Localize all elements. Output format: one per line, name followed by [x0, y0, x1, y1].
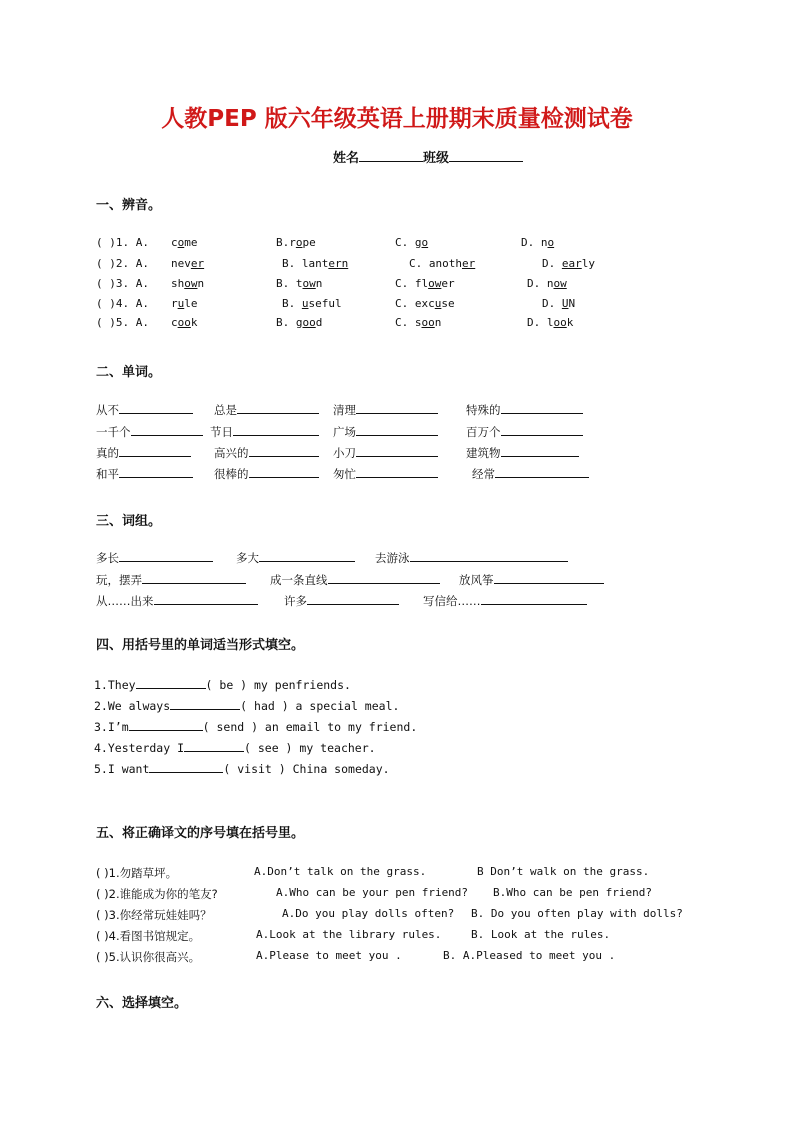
option-d[interactable]	[542, 257, 595, 270]
answer-blank[interactable]	[249, 445, 319, 457]
word-item[interactable]	[333, 424, 438, 440]
option-text: C. anoth	[409, 257, 462, 270]
class-blank[interactable]	[449, 149, 523, 162]
underlined-letters: o	[295, 236, 303, 249]
answer-blank[interactable]	[119, 402, 193, 414]
option-d[interactable]	[527, 277, 567, 290]
option-text: k	[566, 316, 574, 329]
fill-question	[94, 677, 351, 692]
translate-row	[0, 886, 794, 904]
answer-blank[interactable]	[170, 698, 240, 710]
word-label: 特殊的	[466, 403, 501, 417]
answer-blank[interactable]	[237, 402, 319, 414]
answer-blank[interactable]	[481, 593, 587, 605]
underlined-letters: oo	[553, 316, 567, 329]
phrase-label: 写信给……	[423, 594, 481, 608]
underlined-letters: oo	[177, 316, 191, 329]
phrase-label: 许多	[284, 594, 307, 608]
underlined-letters: er	[190, 257, 205, 270]
underlined-letters: ow	[184, 277, 198, 290]
option-b[interactable]	[276, 236, 316, 249]
option-text: D.	[542, 297, 562, 310]
underlined-letters: o	[421, 236, 429, 249]
phonics-row	[0, 316, 794, 334]
option-text: k	[190, 316, 198, 329]
option-text: er	[441, 277, 455, 290]
phonics-row	[0, 277, 794, 295]
answer-blank[interactable]	[495, 466, 589, 478]
option-text: N	[568, 297, 576, 310]
answer-blank[interactable]	[410, 550, 568, 562]
section-3-heading: 三、词组。	[96, 514, 162, 529]
phrase-label: 玩，摆弄	[96, 573, 142, 587]
underlined-letters: ern	[328, 257, 349, 270]
question-text: ( be ) my penfriends.	[205, 678, 351, 692]
underlined-letters: u	[434, 297, 442, 310]
option-text: B. lant	[282, 257, 329, 270]
answer-blank[interactable]	[356, 424, 438, 436]
word-item[interactable]	[333, 402, 438, 418]
word-label: 很棒的	[214, 467, 249, 481]
option-a[interactable]: A.Please to meet you .	[256, 949, 402, 962]
option-b[interactable]	[282, 257, 348, 270]
word-item[interactable]	[96, 402, 193, 418]
answer-blank[interactable]	[501, 402, 583, 414]
answer-blank[interactable]	[494, 572, 604, 584]
phrase-label: 多大	[236, 551, 259, 565]
question-number: ( )2. A.	[96, 257, 149, 270]
phrase-item[interactable]	[96, 593, 258, 609]
fill-question	[94, 698, 399, 713]
chinese-sentence: ( )2.谁能成为你的笔友?	[96, 887, 218, 901]
word-label: 一千个	[96, 425, 131, 439]
answer-blank[interactable]	[249, 466, 319, 478]
option-text: sh	[171, 277, 185, 290]
answer-blank[interactable]	[356, 445, 438, 457]
answer-blank[interactable]	[154, 593, 258, 605]
phrase-label: 成一条直线	[270, 573, 328, 587]
option-c[interactable]	[409, 257, 475, 270]
word-item[interactable]	[96, 466, 193, 482]
answer-blank[interactable]	[119, 550, 213, 562]
word-label: 清理	[333, 403, 356, 417]
option-a[interactable]: A.Who can be your pen friend?	[276, 886, 469, 899]
answer-blank[interactable]	[149, 761, 223, 773]
underlined-letters: o	[547, 236, 555, 249]
phrase-item[interactable]	[96, 550, 213, 566]
option-text: C. g	[395, 236, 422, 249]
option-text: n	[197, 277, 205, 290]
word-label: 经常	[472, 467, 495, 481]
chinese-sentence: ( )3.你经常玩娃娃吗？	[96, 908, 212, 922]
question-number: ( )5. A.	[96, 316, 149, 329]
section-1-heading: 一、辨音。	[96, 198, 162, 213]
phrase-item[interactable]	[284, 593, 399, 609]
section-6-heading: 六、选择填空。	[96, 996, 188, 1011]
word-label: 小刀	[333, 446, 356, 460]
underlined-letters: oo	[302, 316, 316, 329]
option-text: B. t	[276, 277, 303, 290]
option-text: n	[315, 277, 323, 290]
word-item[interactable]	[466, 424, 583, 440]
underlined-letters: ow	[553, 277, 567, 290]
word-label: 总是	[214, 403, 237, 417]
answer-blank[interactable]	[119, 466, 193, 478]
word-item[interactable]	[214, 466, 319, 482]
option-text: D. n	[527, 277, 554, 290]
option-a[interactable]: A.Look at the library rules.	[256, 928, 442, 941]
option-b[interactable]: B.Who can be pen friend?	[493, 886, 652, 899]
answer-blank[interactable]	[184, 740, 244, 752]
option-b[interactable]	[276, 316, 322, 329]
option-b[interactable]	[282, 297, 342, 310]
word-item[interactable]	[333, 466, 438, 482]
option-text: c	[171, 316, 178, 329]
option-text: C. fl	[395, 277, 429, 290]
word-label: 和平	[96, 467, 119, 481]
question-number: ( )3. A.	[96, 277, 149, 290]
word-item[interactable]	[472, 466, 589, 482]
option-text: B.	[282, 297, 302, 310]
phrase-label: 放风筝	[459, 573, 494, 587]
question-text: ( see ) my teacher.	[244, 741, 376, 755]
option-text: D. n	[521, 236, 548, 249]
word-label: 节日	[210, 425, 233, 439]
translate-row	[0, 949, 794, 967]
word-item[interactable]	[96, 445, 191, 461]
option-text: pe	[302, 236, 316, 249]
translate-row	[0, 865, 794, 883]
answer-blank[interactable]	[328, 572, 440, 584]
option-d[interactable]	[527, 316, 573, 329]
fill-question	[94, 719, 417, 734]
option-text: D. l	[527, 316, 554, 329]
option-text: me	[184, 236, 198, 249]
option-b[interactable]: B. A.Pleased to meet you .	[443, 949, 616, 962]
question-text: ( had ) a special meal.	[240, 699, 400, 713]
answer-blank[interactable]	[136, 677, 206, 689]
option-text: se	[441, 297, 455, 310]
option-text: n	[434, 316, 442, 329]
option-a[interactable]	[171, 257, 204, 270]
underlined-letters: o	[177, 236, 185, 249]
phonics-row	[0, 257, 794, 275]
phrase-item[interactable]	[375, 550, 568, 566]
word-item[interactable]	[214, 445, 319, 461]
underlined-letters: ear	[561, 257, 582, 270]
answer-blank[interactable]	[131, 424, 203, 436]
option-c[interactable]	[395, 236, 428, 249]
word-item[interactable]	[214, 402, 319, 418]
fill-question	[94, 740, 376, 755]
word-label: 广场	[333, 425, 356, 439]
option-b[interactable]: B. Do you often play with dolls?	[471, 907, 683, 920]
option-c[interactable]	[395, 297, 455, 310]
question-text: 1.They	[94, 678, 136, 692]
question-text: 3.I’m	[94, 720, 129, 734]
option-c[interactable]	[395, 277, 455, 290]
option-a[interactable]	[171, 236, 198, 249]
option-text: C. s	[395, 316, 422, 329]
option-a[interactable]	[171, 277, 204, 290]
phonics-row	[0, 297, 794, 315]
phrase-label: 多长	[96, 551, 119, 565]
answer-blank[interactable]	[501, 424, 583, 436]
option-text: D.	[542, 257, 562, 270]
word-label: 百万个	[466, 425, 501, 439]
option-b[interactable]: B Don’t walk on the grass.	[477, 865, 650, 878]
answer-blank[interactable]	[233, 424, 319, 436]
option-c[interactable]	[395, 316, 441, 329]
option-a[interactable]: A.Don’t talk on the grass.	[254, 865, 427, 878]
option-d[interactable]	[542, 297, 575, 310]
option-text: le	[184, 297, 198, 310]
phrase-label: 去游泳	[375, 551, 410, 565]
phrase-item[interactable]	[270, 572, 440, 588]
word-label: 从不	[96, 403, 119, 417]
option-text: d	[315, 316, 323, 329]
word-item[interactable]	[96, 424, 203, 440]
answer-blank[interactable]	[356, 466, 438, 478]
answer-blank[interactable]	[501, 445, 579, 457]
name-class-line	[333, 147, 523, 166]
underlined-letters: er	[461, 257, 476, 270]
option-text: B.r	[276, 236, 296, 249]
section-5-heading: 五、将正确译文的序号填在括号里。	[96, 826, 305, 841]
section-2-heading: 二、单词。	[96, 365, 162, 380]
answer-blank[interactable]	[307, 593, 399, 605]
underlined-letters: ow	[428, 277, 442, 290]
answer-blank[interactable]	[129, 719, 203, 731]
option-text: B. g	[276, 316, 303, 329]
word-label: 高兴的	[214, 446, 249, 460]
answer-blank[interactable]	[259, 550, 355, 562]
option-text: c	[171, 236, 178, 249]
translate-row	[0, 907, 794, 925]
question-number: ( )4. A.	[96, 297, 149, 310]
question-text: 5.I want	[94, 762, 150, 776]
question-text: 2.We always	[94, 699, 171, 713]
answer-blank[interactable]	[119, 445, 191, 457]
option-b[interactable]: B. Look at the rules.	[471, 928, 611, 941]
phrase-item[interactable]	[459, 572, 604, 588]
word-label: 真的	[96, 446, 119, 460]
section-4-heading: 四、用括号里的单词适当形式填空。	[96, 638, 305, 653]
option-d[interactable]	[521, 236, 554, 249]
phrase-item[interactable]	[236, 550, 355, 566]
option-a[interactable]: A.Do you play dolls often?	[282, 907, 455, 920]
underlined-letters: u	[301, 297, 309, 310]
option-text: seful	[308, 297, 342, 310]
chinese-sentence: ( )4.看图书馆规定。	[96, 929, 201, 943]
question-text: ( visit ) China someday.	[223, 762, 390, 776]
name-blank[interactable]	[359, 149, 423, 162]
phrase-item[interactable]	[423, 593, 587, 609]
option-text: nev	[171, 257, 191, 270]
phrase-item[interactable]	[96, 572, 246, 588]
page-title: 人教PEP 版六年级英语上册期末质量检测试卷	[161, 106, 633, 132]
name-label: 姓名	[333, 151, 360, 166]
underlined-letters: ow	[302, 277, 316, 290]
word-item[interactable]	[333, 445, 438, 461]
class-label: 班级	[423, 151, 450, 166]
answer-blank[interactable]	[142, 572, 246, 584]
question-text: 4.Yesterday I	[94, 741, 185, 755]
question-text: ( send ) an email to my friend.	[202, 720, 418, 734]
chinese-sentence: ( )5.认识你很高兴。	[96, 950, 201, 964]
option-b[interactable]	[276, 277, 322, 290]
word-label: 匆忙	[333, 467, 356, 481]
option-text: r	[171, 297, 178, 310]
option-a[interactable]	[171, 297, 198, 310]
fill-question	[94, 761, 390, 776]
answer-blank[interactable]	[356, 402, 438, 414]
option-a[interactable]	[171, 316, 198, 329]
chinese-sentence: ( )1.勿踏草坪。	[96, 866, 178, 880]
word-label: 建筑物	[466, 446, 501, 460]
underlined-letters: u	[177, 297, 185, 310]
word-item[interactable]	[466, 445, 579, 461]
word-item[interactable]	[210, 424, 319, 440]
phonics-row	[0, 236, 794, 254]
word-item[interactable]	[466, 402, 583, 418]
option-text: C. exc	[395, 297, 435, 310]
question-number: ( )1. A.	[96, 236, 149, 249]
translate-row	[0, 928, 794, 946]
option-text: ly	[581, 257, 595, 270]
underlined-letters: U	[561, 297, 569, 310]
underlined-letters: oo	[421, 316, 435, 329]
phrase-label: 从……出来	[96, 594, 154, 608]
